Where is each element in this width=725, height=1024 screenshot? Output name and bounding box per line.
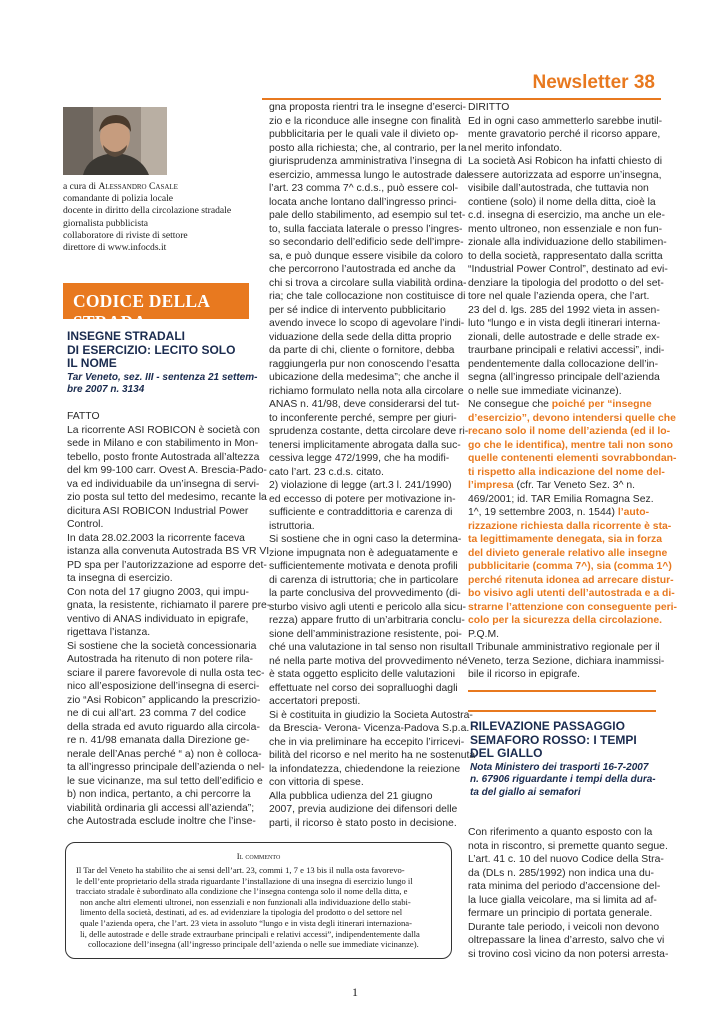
text-line xyxy=(468,587,675,601)
text-line: rata minima del periodo d’accensione del- xyxy=(468,881,661,892)
body-text: P.Q.M. xyxy=(468,628,499,640)
text-line xyxy=(468,101,663,115)
author-photo xyxy=(63,107,167,175)
article1-column-3 xyxy=(468,101,678,682)
article1-column-1 xyxy=(67,410,271,829)
text-line: Alla pubblica udienza del 21 giugno xyxy=(269,790,433,802)
text-line xyxy=(468,560,672,574)
highlight-text: go che le identifica), mentre tali non sono xyxy=(468,439,673,451)
text-line xyxy=(468,209,663,223)
body-text: visibile dall’autostrada, che tuttavia non xyxy=(468,183,649,194)
text-line xyxy=(468,628,663,642)
text-line: ché una valutazione in tal senso non risulta xyxy=(269,642,468,653)
text-line: ta all’ingresso principale dell’azienda o nel- xyxy=(67,762,265,773)
text-line: 2007, previa audizione dei difensori delle xyxy=(269,804,458,815)
text-line: sufficientemente motivata e denota profili xyxy=(269,561,458,572)
text-line xyxy=(468,142,663,156)
article2-title: SEMAFORO ROSSO: I TEMPI xyxy=(470,732,637,747)
text-line: con vittoria di spese. xyxy=(269,777,364,788)
text-line: cato l’art. 23 c.d.s. citato. xyxy=(269,466,384,478)
text-line xyxy=(468,223,663,237)
section-banner xyxy=(63,283,249,332)
text-line xyxy=(468,452,677,466)
text-line: avendo invece lo scopo di agevolare l’indi- xyxy=(269,318,465,329)
body-text: (cfr. Tar Veneto Sez. 3^ n. xyxy=(513,480,635,491)
highlight-text: ti rispetto alla indicazione del nome del- xyxy=(468,466,665,478)
text-line: sprudenza costante, detta circolare deve ri- xyxy=(269,426,469,437)
article1-title: INSEGNE STRADALI xyxy=(67,329,186,343)
body-text: DIRITTO xyxy=(468,102,510,113)
comment-title: Il commento xyxy=(236,851,281,861)
body-text: 1^, 19 settembre 2003, n. 1544) xyxy=(468,507,618,518)
body-text: tore nel quale l’azienda opera, che l’art. xyxy=(468,291,650,302)
text-line xyxy=(468,182,663,196)
highlight-text: quelle contenenti elementi sovrabbondan- xyxy=(468,453,677,464)
text-line xyxy=(468,574,674,588)
article2-title: RILEVAZIONE PASSAGGIO xyxy=(470,719,625,733)
article2-column xyxy=(468,826,669,961)
article1-subtitle xyxy=(67,372,259,397)
text-line: oltrepassare la linea d’arresto, salvo che vi xyxy=(468,935,665,946)
comment-line: Il Tar del Veneto ha stabilito che ai sensi dell’art. 23, commi 1, 7 e 13 bis il nulla osta favorevo- xyxy=(76,865,405,875)
text-line: che Autostrada esclude inoltre che l’inse- xyxy=(67,816,256,827)
body-text: Ne consegue che xyxy=(468,399,552,410)
text-line: ta insegna di esercizio. xyxy=(67,573,173,584)
text-line: giurisprudenza amministrativa l’insegna di xyxy=(269,156,462,167)
text-line: to, sulla facciata laterale o presso l’ingres- xyxy=(269,223,463,235)
text-line: ed eccesso di potere per motivazione in- xyxy=(269,493,456,505)
text-line xyxy=(468,412,676,426)
body-text: c.d. insegna di esercizio, ma anche un ele- xyxy=(468,210,665,221)
body-text: 469/2001; id. TAR Emilia Romagna Sez. xyxy=(468,493,654,505)
highlight-text: l’impresa xyxy=(468,480,514,491)
text-line: In data 28.02.2003 la ricorrente faceva xyxy=(67,532,245,544)
body-text: traurbane principali e relativi accessi”, indi- xyxy=(468,345,665,356)
article1-heading xyxy=(67,330,259,397)
text-line: sufficiente e contraddittoria e carenza di xyxy=(269,507,453,518)
article2-heading xyxy=(470,720,670,799)
text-line: ubicazione della medesima”; che anche il xyxy=(269,372,460,383)
text-line: pale dello stabilimento, ad esempio sul tet- xyxy=(269,210,466,221)
text-line xyxy=(468,304,663,318)
text-line: esercizio, ammessa lungo le autostrade dal- xyxy=(269,169,473,181)
text-line xyxy=(468,668,663,682)
author-line: giornalista pubblicista xyxy=(63,217,148,229)
article1-column-2 xyxy=(269,101,476,830)
text-line: da (DLs n. 285/1992) non indica una du- xyxy=(468,867,655,879)
text-line: ANAS n. 41/98, deve considerarsi del tut- xyxy=(269,399,460,410)
text-line xyxy=(468,533,663,547)
author-line: comandante di polizia locale xyxy=(63,193,174,205)
author-info xyxy=(63,181,253,254)
author-line: collaboratore di riviste di settore xyxy=(63,229,188,241)
text-line: La ricorrente ASI ROBICON è società con xyxy=(67,424,260,436)
text-line: richiamo formulato nella nota alla circolare xyxy=(269,385,464,397)
highlight-text: strarne l’attenzione con conseguente peri- xyxy=(468,601,678,613)
text-line xyxy=(468,479,663,493)
text-line: la parte conclusiva del provvedimento (di- xyxy=(269,588,461,599)
text-line xyxy=(468,263,668,277)
comment-line: tracciato stradale è subordinato alla condizione che l’insegna contenga solo il nome della ditta, e xyxy=(76,886,408,897)
newsletter-title: Newsletter 38 xyxy=(532,72,655,93)
comment-line: le dell’ente proprietario della strada riguardante l’installazione di una insegna di esercizio lungo il xyxy=(76,875,413,886)
body-text: zionale alla individuazione dello stabilimen- xyxy=(468,237,667,248)
article1-title: DI ESERCIZIO: LECITO SOLO xyxy=(67,342,236,357)
text-line xyxy=(468,290,663,304)
text-line xyxy=(468,317,663,331)
body-text: contiene (solo) il nome della ditta, cioè la xyxy=(468,196,656,208)
comment-line: collocazione dell’insegna (all’ingresso principale dell’azienda o nelle sue immediate vicinanze). xyxy=(88,939,419,950)
highlight-text: ta legittimamente denegata, sia in forza xyxy=(468,534,663,545)
text-line: sione dell’amministrazione resistente, poi- xyxy=(269,628,462,640)
body-text: denziare la tipologia del prodotto o del set- xyxy=(468,277,664,289)
text-line: del km 99-100 carr. Ovest A. Brescia-Pado- xyxy=(67,465,267,476)
text-line: pubblicitaria per le quali vale il divieto op- xyxy=(269,129,459,140)
text-line: zio “Asi Robicon” applicando la prescrizio- xyxy=(67,694,261,706)
text-line: accertatori preposti. xyxy=(269,696,361,707)
body-text: nel merito infondato. xyxy=(468,142,563,154)
body-text: Ed in ogni caso ammetterlo sarebbe inutil- xyxy=(468,115,663,127)
highlight-text: bo visivo agli utenti dell’autostrada e a di- xyxy=(468,588,675,599)
text-line: viduazione della sede della ditta proprio xyxy=(269,331,452,343)
text-line: si trovino così vicino da non potersi arresta- xyxy=(468,948,669,960)
article2-title: DEL GIALLO xyxy=(470,746,543,760)
text-line: rigettava l’istanza. xyxy=(67,627,151,638)
text-line: raggiungerla pur non conoscendo l’esatta xyxy=(269,358,460,370)
body-text: Veneto, terza Sezione, dichiara inammissi- xyxy=(468,655,665,667)
text-line xyxy=(468,520,672,534)
text-line: da parte di chi, cliente o fornitore, debba xyxy=(269,345,455,356)
text-line: è stata oggetto esplicito delle valutazioni xyxy=(269,669,455,680)
text-line xyxy=(468,331,663,345)
text-line: viabilità ordinaria gli accessi all’azienda”; xyxy=(67,802,255,814)
text-line xyxy=(468,358,663,372)
text-line xyxy=(468,466,663,480)
section-title: CODICE DELLA STRADA xyxy=(73,291,210,332)
comment-line: limento della società, destinati, ad es. ad evidenziare la tipologia del prodotto o del settore nel xyxy=(80,907,403,918)
body-text: Il Tribunale amministrativo regionale per il xyxy=(468,642,660,653)
text-line: sciare il parere favorevole di nulla osta tec- xyxy=(67,667,265,679)
text-line xyxy=(468,371,663,385)
page-number: 1 xyxy=(352,985,358,999)
text-line: zio e la riconduce alle insegne con finalità xyxy=(269,115,461,127)
body-text: “Industrial Power Control”, destinato ad evi- xyxy=(468,264,668,275)
highlight-text: l’auto- xyxy=(617,507,650,518)
comment-box xyxy=(65,842,452,959)
body-text: o nelle sue immediate vicinanze). xyxy=(468,385,622,397)
text-line: Si è costituita in giudizio la Societa Autostra- xyxy=(269,709,473,721)
comment-line: li, delle autostrade e delle strade extraurbane principali e relativi accessi”, indipendentemente dalla xyxy=(80,928,420,939)
author-prefix: a cura di xyxy=(63,181,97,192)
text-line xyxy=(468,439,673,453)
text-line: PD spa per l’autorizzazione ad esporre det- xyxy=(67,559,267,571)
text-line: Si sostiene che in ogni caso la determina- xyxy=(269,534,462,545)
text-line xyxy=(468,641,663,655)
section-divider xyxy=(468,710,656,712)
highlight-text: colo per la sicurezza della circolazione. xyxy=(468,615,663,626)
highlight-text: poiché per “insegne xyxy=(551,399,652,410)
text-line xyxy=(468,547,668,561)
text-line: la infondatezza, chiedendone la reiezione xyxy=(269,763,461,775)
body-text: luto “lungo e in vista degli itinerari interna- xyxy=(468,318,661,329)
text-line xyxy=(468,601,678,615)
text-line: parti, il ricorso è stato posto in decisione. xyxy=(269,817,457,829)
article2-subtitle-line: Nota Ministero dei trasporti 16-7-2007 xyxy=(470,761,649,773)
text-line: sturbo visivo agli utenti e pericolo alla sicu- xyxy=(269,601,466,613)
text-line xyxy=(468,196,663,210)
text-line: gna proposta rientri tra le insegne d’eserci- xyxy=(269,102,466,113)
comment-line: quale l’azienda opera, che l’art. 23 vieta in assoluto “lungo e in vista degli itinerari internaziona- xyxy=(80,918,412,928)
text-line: istanza alla convenuta Autostrada BS VR VI xyxy=(67,546,270,557)
body-text: to della società, rappresentato dalla scritta xyxy=(468,250,663,262)
text-line: nota in riscontro, si premette quanto segue. xyxy=(468,840,668,852)
text-line: da Brescia- Verona- Vicenza-Padova S.p.a. xyxy=(269,723,470,734)
body-text: mente gravatorio perché il ricorso appare, xyxy=(468,129,661,140)
text-line: locata anche lontano dall’ingresso princi- xyxy=(269,196,457,208)
text-line: ria; che tale collocazione non costituisce di xyxy=(269,291,466,302)
text-line xyxy=(468,385,663,399)
text-line xyxy=(468,155,663,169)
article2-subtitle-line: n. 67906 riguardante i tempi della dura- xyxy=(470,774,656,785)
text-line xyxy=(468,128,663,142)
body-text: pendentemente dalla collocazione dell’in- xyxy=(468,358,659,370)
article2-subtitle xyxy=(470,762,670,800)
text-line: cessiva legge 472/1999, che ha modifi- xyxy=(269,453,450,464)
text-line: 2) violazione di legge (art.3 l. 241/1990) xyxy=(269,480,452,491)
text-line: so secondario dell’edificio sede dell’impre- xyxy=(269,237,464,248)
text-line: to inconferente perché, sempre per giuri- xyxy=(269,412,457,424)
text-line xyxy=(468,506,663,520)
author-name: Alessandro Casale xyxy=(98,181,178,192)
article1-subtitle-line: bre 2007 n. 3134 xyxy=(67,384,145,395)
author-line: direttore di www.infocds.it xyxy=(63,242,167,254)
text-line: nico all’esposizione dell’insegna di eserci- xyxy=(67,681,260,692)
text-line: Autostrada ha ritenuto di non potere rila- xyxy=(67,654,253,665)
text-line: tenersi implicitamente abrogata dalla suc- xyxy=(269,439,461,451)
article1-title: IL NOME xyxy=(67,356,117,370)
section-divider xyxy=(468,690,656,692)
text-line: chi si trova a circolare sulla viabilità ordina- xyxy=(269,277,467,289)
text-line xyxy=(468,425,671,439)
text-line xyxy=(468,250,663,264)
text-line: b) non indica, pertanto, a chi percorre la xyxy=(67,789,251,800)
text-line: ventivo di ANAS individuato in epigrafe, xyxy=(67,613,249,625)
text-line: FATTO xyxy=(67,411,100,422)
text-line: sa, e può dunque essere visibile da coloro xyxy=(269,250,464,262)
text-line xyxy=(468,115,663,129)
text-line xyxy=(468,493,663,507)
text-line: la luce gialla veicolare, ma si limita ad af- xyxy=(468,894,657,906)
body-text: 23 del d. lgs. 285 del 1992 vieta in assen- xyxy=(468,304,660,316)
text-line: dicitura ASI ROBICON Industrial Power xyxy=(67,505,249,517)
body-text: zionali, delle autostrade e delle strade ex- xyxy=(468,331,660,343)
text-line: né nella parte motiva del provvedimento né xyxy=(269,655,468,667)
text-line xyxy=(468,344,663,358)
article1-subtitle-line: Tar Veneto, sez. III - sentenza 21 settem- xyxy=(67,371,258,383)
text-line: va ed individuabile da un’insegna di servi- xyxy=(67,478,260,490)
text-line: di carenza di istruttoria; che in particolare xyxy=(269,574,459,586)
body-text: essere autorizzata ad esporre un’insegna, xyxy=(468,169,662,181)
text-line: zione impugnata non è adeguatamente e xyxy=(269,547,458,559)
highlight-text: del divieto generale relativo alle insegne xyxy=(468,547,668,559)
comment-line: non anche altri elementi ultronei, non essenziali e non funzionali alla individuazione dello stabi- xyxy=(80,896,411,907)
text-line: Con nota del 17 giugno 2003, qui impu- xyxy=(67,586,249,598)
text-line: della strada ed avuto riguardo alla circola- xyxy=(67,721,260,733)
text-line: re n. 41/98 emanata dalla Direzione ge- xyxy=(67,735,250,746)
text-line: gnata, la resistente, richiamato il parere pre- xyxy=(67,600,271,611)
text-line: che in via preliminare ha eccepito l’irricevi- xyxy=(269,736,465,748)
text-line: sede in Milano e con stabilimento in Mon- xyxy=(67,438,259,449)
text-line: L’art. 41 c. 10 del nuovo Codice della Stra- xyxy=(468,854,664,865)
text-line xyxy=(468,169,663,183)
text-line: Control. xyxy=(67,519,104,530)
header-rule xyxy=(262,98,661,100)
text-line: per sé indice di intervento pubblicitario xyxy=(269,304,446,316)
text-line xyxy=(468,236,667,250)
highlight-text: perché ritenuta idonea ad arrecare distur- xyxy=(468,574,674,586)
author-line: docente in diritto della circolazione stradale xyxy=(63,205,232,217)
text-line: istruttoria. xyxy=(269,520,315,532)
highlight-text: d’esercizio”, devono intendersi quelle che xyxy=(468,412,676,424)
text-line: Durante tale periodo, i veicoli non devono xyxy=(468,921,660,933)
text-line: effettuate nel corso dei sopralluoghi dagli xyxy=(269,682,458,694)
text-line: Si sostiene che la società concessionaria xyxy=(67,640,257,652)
body-text: bile il ricorso in epigrafe. xyxy=(468,669,581,680)
text-line xyxy=(468,277,663,291)
highlight-text: recano solo il nome dell’azienda (ed il lo- xyxy=(468,426,671,437)
text-line: zio posta sul tetto del medesimo, recante la xyxy=(67,492,267,503)
text-line: fermare un principio di portata generale. xyxy=(468,908,653,919)
text-line: ne di cui all’art. 23 comma 7 del codice xyxy=(67,708,247,719)
highlight-text: rizzazione richiesta dalla ricorrente è sta- xyxy=(468,520,672,532)
text-line: le sue vicinanze, ma sul tetto dell’edificio e xyxy=(67,775,263,787)
highlight-text: pubblicitarie (comma 7^), sia (comma 1^) xyxy=(468,561,672,572)
text-line: l’art. 23 comma 7^ c.d.s., può essere col- xyxy=(269,183,459,194)
article2-subtitle-line: ta del giallo ai semafori xyxy=(470,786,581,798)
text-line: Con riferimento a quanto esposto con la xyxy=(468,827,653,838)
text-line: bilità del ricorso e nel merito ha ne sostenuta xyxy=(269,750,476,761)
text-line: che percorrono l’autostrada ed anche da xyxy=(269,264,456,275)
body-text: segna (all’ingresso principale dell’azienda xyxy=(468,372,660,383)
text-line: rezza) appare frutto di un’arbitraria conclu- xyxy=(269,615,465,626)
body-text: mento ultroneo, non essenziale e non fun- xyxy=(468,223,663,235)
text-line xyxy=(468,398,663,412)
text-line: nerale dell’Anas perché “ a) non è colloca- xyxy=(67,748,262,760)
text-line xyxy=(468,614,663,628)
body-text: La società Asi Robicon ha infatti chiesto di xyxy=(468,156,663,167)
text-line xyxy=(468,655,663,669)
text-line: posto alla richiesta; che, al contrario, per la xyxy=(269,142,467,154)
text-line: tebello, posto fronte Autostrada all’altezza xyxy=(67,451,260,463)
